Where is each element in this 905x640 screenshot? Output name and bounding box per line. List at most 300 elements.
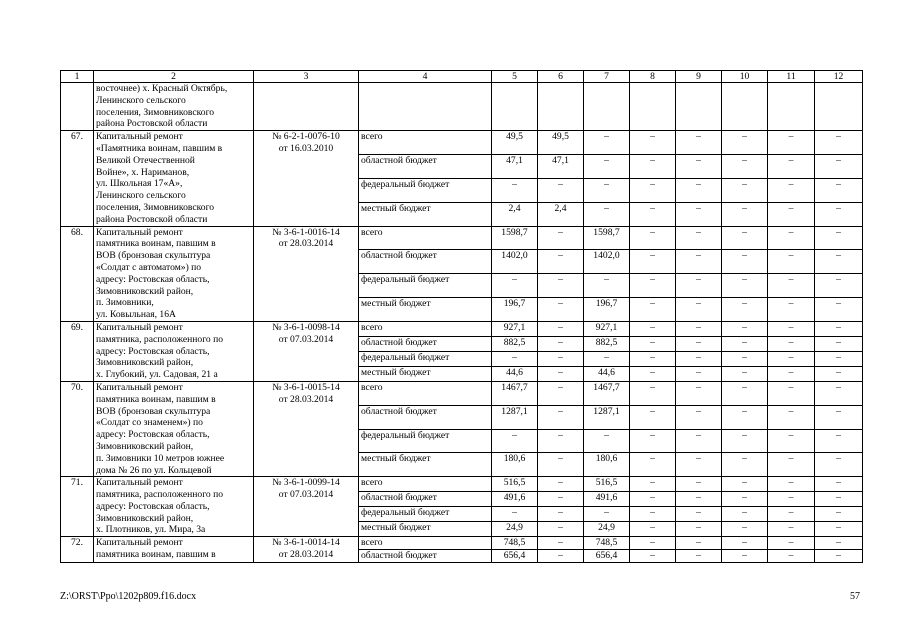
empty-cell <box>815 83 863 131</box>
description-line: Зимовниковский район, <box>96 440 194 452</box>
funding-source: областной бюджет <box>359 550 492 563</box>
table-row <box>61 226 863 250</box>
value-cell: – <box>722 537 768 550</box>
funding-source: областной бюджет <box>359 250 492 274</box>
value-cell: 180,6 <box>584 453 630 477</box>
value-cell: – <box>676 429 722 453</box>
description-line: Зимовниковский район, <box>96 357 194 369</box>
object-description <box>94 537 254 563</box>
conclusion-line: от 28.03.2014 <box>278 549 334 561</box>
empty-cell <box>538 83 584 131</box>
funding-source: областной бюджет <box>359 336 492 351</box>
value-cell: – <box>722 405 768 429</box>
description-line: «Памятника воинам, павшим в <box>96 142 223 154</box>
description-line: дома № 26 по ул. Кольцевой <box>96 464 212 476</box>
description-line: Зимовниковский район, <box>96 285 194 297</box>
description-line: Великой Отечественной <box>96 154 195 166</box>
value-cell: 1598,7 <box>492 226 538 250</box>
value-cell: 1402,0 <box>584 250 630 274</box>
description-line: ВОВ (бронзовая скульптура <box>96 405 211 417</box>
value-cell: – <box>722 550 768 563</box>
value-cell: – <box>768 274 815 298</box>
value-cell: 47,1 <box>538 155 584 179</box>
value-cell: – <box>630 381 676 405</box>
value-cell: – <box>630 321 676 336</box>
row-number: 71. <box>61 477 94 537</box>
value-cell: – <box>630 429 676 453</box>
object-description <box>94 83 254 131</box>
value-cell: – <box>676 298 722 322</box>
value-cell: – <box>815 366 863 381</box>
value-cell: – <box>815 274 863 298</box>
value-cell: – <box>538 537 584 550</box>
header-cell: 5 <box>492 71 538 83</box>
value-cell: 882,5 <box>584 336 630 351</box>
conclusion-line: № 3-6-1-0015-14 <box>272 381 340 393</box>
value-cell: 2,4 <box>492 202 538 226</box>
value-cell: – <box>768 321 815 336</box>
description-line: «Солдат со знаменем») по <box>96 417 203 429</box>
object-description <box>94 381 254 476</box>
description-line: Капитальный ремонт <box>96 381 183 393</box>
value-cell: 1467,7 <box>584 381 630 405</box>
value-cell: – <box>768 537 815 550</box>
value-cell: – <box>815 537 863 550</box>
value-cell: – <box>815 226 863 250</box>
conclusion-line: от 07.03.2014 <box>278 333 334 345</box>
value-cell: – <box>538 321 584 336</box>
value-cell: – <box>676 131 722 155</box>
expertise-conclusion <box>254 321 359 381</box>
value-cell: – <box>722 477 768 492</box>
funding-source: всего <box>359 381 492 405</box>
table-row <box>61 131 863 155</box>
value-cell: – <box>584 429 630 453</box>
row-number: 70. <box>61 381 94 476</box>
value-cell: 516,5 <box>584 477 630 492</box>
value-cell: 491,6 <box>584 492 630 507</box>
table-row <box>61 321 863 336</box>
funding-source: местный бюджет <box>359 298 492 322</box>
value-cell: – <box>722 429 768 453</box>
continuation-row <box>61 83 863 131</box>
value-cell: – <box>630 453 676 477</box>
empty-cell <box>630 83 676 131</box>
value-cell: – <box>630 550 676 563</box>
value-cell: 44,6 <box>492 366 538 381</box>
value-cell: – <box>584 507 630 522</box>
value-cell: 656,4 <box>492 550 538 563</box>
empty-cell <box>676 83 722 131</box>
value-cell: – <box>630 537 676 550</box>
value-cell: – <box>676 507 722 522</box>
value-cell: – <box>815 405 863 429</box>
description-line: Капитальный ремонт <box>96 131 183 143</box>
value-cell: – <box>538 351 584 366</box>
value-cell: – <box>815 178 863 202</box>
value-cell: – <box>768 298 815 322</box>
header-cell: 1 <box>61 71 94 83</box>
value-cell: – <box>768 226 815 250</box>
value-cell: – <box>538 507 584 522</box>
value-cell: – <box>630 477 676 492</box>
funding-source: местный бюджет <box>359 522 492 537</box>
value-cell: – <box>768 453 815 477</box>
value-cell: – <box>815 155 863 179</box>
value-cell: – <box>722 321 768 336</box>
value-cell: – <box>630 202 676 226</box>
value-cell: 24,9 <box>492 522 538 537</box>
value-cell: – <box>538 550 584 563</box>
value-cell: – <box>815 492 863 507</box>
row-number: 72. <box>61 537 94 563</box>
value-cell: – <box>538 381 584 405</box>
value-cell: 491,6 <box>492 492 538 507</box>
value-cell: 196,7 <box>584 298 630 322</box>
description-line: района Ростовской области <box>96 118 208 130</box>
value-cell: – <box>722 250 768 274</box>
row-number: 67. <box>61 131 94 226</box>
value-cell: – <box>676 250 722 274</box>
value-cell: – <box>815 351 863 366</box>
value-cell: – <box>676 550 722 563</box>
funding-source: федеральный бюджет <box>359 429 492 453</box>
value-cell: 49,5 <box>492 131 538 155</box>
funding-source: федеральный бюджет <box>359 274 492 298</box>
value-cell: – <box>630 131 676 155</box>
value-cell: – <box>492 351 538 366</box>
value-cell: 44,6 <box>584 366 630 381</box>
value-cell: – <box>584 155 630 179</box>
funding-source: местный бюджет <box>359 453 492 477</box>
value-cell: – <box>722 298 768 322</box>
value-cell: – <box>538 477 584 492</box>
description-line: Капитальный ремонт <box>96 321 183 333</box>
description-line: адресу: Ростовская область, <box>96 345 210 357</box>
value-cell: – <box>584 202 630 226</box>
object-description <box>94 226 254 321</box>
description-line: района Ростовской области <box>96 213 208 225</box>
header-cell: 2 <box>94 71 254 83</box>
funding-source: федеральный бюджет <box>359 351 492 366</box>
value-cell: – <box>492 178 538 202</box>
value-cell: 196,7 <box>492 298 538 322</box>
funding-source: областной бюджет <box>359 155 492 179</box>
table-row <box>61 537 863 550</box>
value-cell: 927,1 <box>492 321 538 336</box>
value-cell: – <box>768 178 815 202</box>
value-cell: – <box>538 178 584 202</box>
value-cell: 49,5 <box>538 131 584 155</box>
value-cell: – <box>676 155 722 179</box>
value-cell: – <box>676 336 722 351</box>
description-line: Капитальный ремонт <box>96 537 183 549</box>
header-cell: 4 <box>359 71 492 83</box>
value-cell: 1287,1 <box>584 405 630 429</box>
value-cell: – <box>676 405 722 429</box>
funding-source: всего <box>359 321 492 336</box>
value-cell: – <box>768 202 815 226</box>
value-cell: – <box>676 381 722 405</box>
value-cell: – <box>768 155 815 179</box>
funding-source: всего <box>359 537 492 550</box>
value-cell: – <box>538 429 584 453</box>
value-cell: – <box>768 507 815 522</box>
value-cell: – <box>676 274 722 298</box>
object-description <box>94 321 254 381</box>
value-cell: – <box>676 202 722 226</box>
value-cell: – <box>815 202 863 226</box>
budget-table <box>60 70 863 563</box>
value-cell: – <box>722 155 768 179</box>
description-line: адресу: Ростовская область, <box>96 429 210 441</box>
value-cell: 47,1 <box>492 155 538 179</box>
funding-source: местный бюджет <box>359 202 492 226</box>
description-line: адресу: Ростовская область, <box>96 500 210 512</box>
conclusion-line: от 07.03.2014 <box>278 489 334 501</box>
value-cell: 748,5 <box>584 537 630 550</box>
conclusion-line: № 3-6-1-0014-14 <box>272 537 340 549</box>
empty-cell <box>492 83 538 131</box>
value-cell: – <box>815 336 863 351</box>
value-cell: – <box>722 274 768 298</box>
value-cell: – <box>538 366 584 381</box>
value-cell: – <box>815 131 863 155</box>
value-cell: – <box>630 274 676 298</box>
value-cell: – <box>768 250 815 274</box>
value-cell: 516,5 <box>492 477 538 492</box>
value-cell: – <box>538 274 584 298</box>
funding-source: областной бюджет <box>359 405 492 429</box>
value-cell: 1287,1 <box>492 405 538 429</box>
value-cell: – <box>722 351 768 366</box>
value-cell: – <box>722 492 768 507</box>
value-cell: – <box>584 274 630 298</box>
description-line: ул. Школьная 17«А», <box>96 178 183 190</box>
description-line: Капитальный ремонт <box>96 477 183 489</box>
value-cell: – <box>492 429 538 453</box>
header-cell: 7 <box>584 71 630 83</box>
value-cell: – <box>768 405 815 429</box>
description-line: ул. Ковыльная, 16А <box>96 309 176 321</box>
description-line: Войне», х. Нариманов, <box>96 166 190 178</box>
description-line: памятника, расположенного по <box>96 489 224 501</box>
expertise-conclusion <box>254 537 359 563</box>
header-cell: 3 <box>254 71 359 83</box>
empty-cell <box>722 83 768 131</box>
value-cell: – <box>722 453 768 477</box>
value-cell: – <box>768 131 815 155</box>
value-cell: – <box>815 550 863 563</box>
description-line: памятника воинам, павшим в <box>96 238 216 250</box>
value-cell: – <box>815 522 863 537</box>
table-row <box>61 381 863 405</box>
expertise-conclusion <box>254 477 359 537</box>
value-cell: – <box>630 366 676 381</box>
conclusion-line: № 3-6-1-0098-14 <box>272 321 340 333</box>
header-cell: 12 <box>815 71 863 83</box>
value-cell: – <box>630 155 676 179</box>
value-cell: – <box>815 477 863 492</box>
funding-source: областной бюджет <box>359 492 492 507</box>
value-cell: – <box>815 453 863 477</box>
funding-source: федеральный бюджет <box>359 507 492 522</box>
value-cell: – <box>630 178 676 202</box>
description-line: восточнее) х. Красный Октябрь, <box>96 83 228 94</box>
value-cell: 180,6 <box>492 453 538 477</box>
object-description <box>94 477 254 537</box>
description-line: памятника, расположенного по <box>96 333 224 345</box>
value-cell: – <box>768 429 815 453</box>
value-cell: – <box>722 381 768 405</box>
value-cell: – <box>676 366 722 381</box>
table-body <box>61 71 863 563</box>
expertise-conclusion <box>254 131 359 226</box>
table-row <box>61 477 863 492</box>
value-cell: – <box>630 250 676 274</box>
value-cell: – <box>630 351 676 366</box>
value-cell: 882,5 <box>492 336 538 351</box>
value-cell: – <box>538 336 584 351</box>
value-cell: – <box>538 250 584 274</box>
conclusion-line: № 6-2-1-0076-10 <box>272 131 340 143</box>
value-cell: 656,4 <box>584 550 630 563</box>
value-cell: – <box>768 522 815 537</box>
value-cell: – <box>630 405 676 429</box>
description-line: адресу: Ростовская область, <box>96 273 210 285</box>
value-cell: – <box>630 522 676 537</box>
description-line: Зимовниковский район, <box>96 512 194 524</box>
value-cell: – <box>676 492 722 507</box>
description-line: памятника воинам, павшим в <box>96 393 216 405</box>
value-cell: – <box>768 381 815 405</box>
value-cell: – <box>630 492 676 507</box>
header-cell: 6 <box>538 71 584 83</box>
value-cell: – <box>492 507 538 522</box>
value-cell: – <box>768 351 815 366</box>
value-cell: – <box>630 298 676 322</box>
expertise-conclusion <box>254 226 359 321</box>
value-cell: – <box>722 522 768 537</box>
empty-cell <box>254 83 359 131</box>
header-row <box>61 71 863 83</box>
value-cell: – <box>584 131 630 155</box>
description-line: памятника воинам, павшим в <box>96 549 216 561</box>
value-cell: – <box>722 178 768 202</box>
description-line: Ленинского сельского <box>96 190 186 202</box>
value-cell: – <box>676 178 722 202</box>
value-cell: – <box>630 226 676 250</box>
value-cell: – <box>676 522 722 537</box>
value-cell: – <box>676 477 722 492</box>
empty-cell <box>768 83 815 131</box>
description-line: поселения, Зимовниковского <box>96 201 215 213</box>
value-cell: 24,9 <box>584 522 630 537</box>
value-cell: – <box>538 298 584 322</box>
value-cell: 1598,7 <box>584 226 630 250</box>
value-cell: 1467,7 <box>492 381 538 405</box>
value-cell: – <box>630 507 676 522</box>
conclusion-line: от 28.03.2014 <box>278 238 334 250</box>
value-cell: – <box>768 336 815 351</box>
description-line: п. Зимовники 10 метров южнее <box>96 452 225 464</box>
value-cell: – <box>768 550 815 563</box>
value-cell: – <box>676 351 722 366</box>
description-line: ВОВ (бронзовая скульптура <box>96 250 211 262</box>
value-cell: – <box>815 429 863 453</box>
value-cell: – <box>538 492 584 507</box>
value-cell: – <box>768 477 815 492</box>
funding-source: всего <box>359 131 492 155</box>
description-line: п. Зимовники, <box>96 297 154 309</box>
value-cell: – <box>538 226 584 250</box>
header-cell: 10 <box>722 71 768 83</box>
value-cell: – <box>676 321 722 336</box>
value-cell: – <box>538 522 584 537</box>
header-cell: 9 <box>676 71 722 83</box>
row-number: 69. <box>61 321 94 381</box>
value-cell: – <box>815 250 863 274</box>
empty-cell <box>584 83 630 131</box>
description-line: Капитальный ремонт <box>96 226 183 238</box>
value-cell: – <box>676 537 722 550</box>
value-cell: – <box>815 381 863 405</box>
footer-page-number: 57 <box>850 591 860 602</box>
value-cell: – <box>676 226 722 250</box>
funding-source: всего <box>359 477 492 492</box>
value-cell: – <box>538 405 584 429</box>
conclusion-line: № 3-6-1-0016-14 <box>272 226 340 238</box>
description-line: х. Глубокий, ул. Садовая, 21 а <box>96 369 218 381</box>
expertise-conclusion <box>254 381 359 476</box>
empty-cell <box>359 83 492 131</box>
value-cell: – <box>722 202 768 226</box>
value-cell: – <box>722 336 768 351</box>
conclusion-line: от 28.03.2014 <box>278 393 334 405</box>
value-cell: – <box>722 226 768 250</box>
description-line: «Солдат с автоматом») по <box>96 261 202 273</box>
header-cell: 8 <box>630 71 676 83</box>
row-number: 68. <box>61 226 94 321</box>
value-cell: – <box>630 336 676 351</box>
value-cell: – <box>722 131 768 155</box>
footer-file-path: Z:\ORST\Ppo\1202p809.f16.docx <box>60 591 197 602</box>
funding-source: всего <box>359 226 492 250</box>
value-cell: – <box>768 492 815 507</box>
value-cell: 1402,0 <box>492 250 538 274</box>
value-cell: 927,1 <box>584 321 630 336</box>
value-cell: 2,4 <box>538 202 584 226</box>
description-line: Ленинского сельского <box>96 94 186 106</box>
funding-source: местный бюджет <box>359 366 492 381</box>
value-cell: 748,5 <box>492 537 538 550</box>
value-cell: – <box>722 366 768 381</box>
value-cell: – <box>815 298 863 322</box>
header-cell: 11 <box>768 71 815 83</box>
conclusion-line: № 3-6-1-0099-14 <box>272 477 340 489</box>
value-cell: – <box>676 453 722 477</box>
value-cell: – <box>768 366 815 381</box>
value-cell: – <box>815 321 863 336</box>
row-number <box>61 83 94 131</box>
conclusion-line: от 16.03.2010 <box>278 142 334 154</box>
value-cell: – <box>492 274 538 298</box>
value-cell: – <box>584 178 630 202</box>
description-line: поселения, Зимовниковского <box>96 106 215 118</box>
value-cell: – <box>538 453 584 477</box>
value-cell: – <box>722 507 768 522</box>
value-cell: – <box>815 507 863 522</box>
